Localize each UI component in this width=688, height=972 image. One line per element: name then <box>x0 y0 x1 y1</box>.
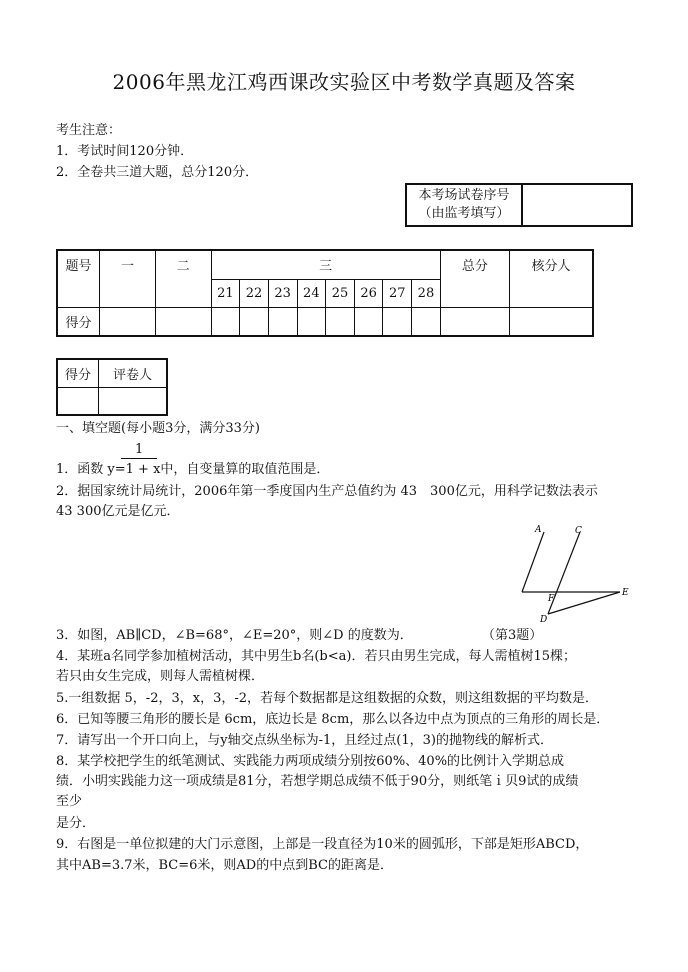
question-4-line2: 若只由女生完成，则每人需植树棵． <box>56 669 265 684</box>
score-table-col: 三 <box>211 250 440 279</box>
score-cell <box>440 307 509 336</box>
question-8-line2: 绩．小明实践能力这一项成绩是81分，若想学期总成绩不低于90分，则纸笔ｉ贝9试的成绩 <box>56 774 579 789</box>
section-heading: 一、填空题(每小题3分，满分33分) <box>56 421 260 436</box>
score-table-subcol: 26 <box>354 279 383 307</box>
score-table-col: 二 <box>155 250 211 307</box>
serial-label <box>406 184 522 226</box>
serial-box <box>405 183 633 227</box>
question-2-line1: 2．据国家统计局统计，2006年第一季度国内生产总值约为 43 300亿元，用科学记数法表示 <box>56 484 598 499</box>
score-table-row-label: 得分 <box>57 307 100 336</box>
score-table-subcol: 28 <box>412 279 441 307</box>
serial-value <box>522 184 632 226</box>
notice-item: 1．考试时间120分钟． <box>56 144 194 159</box>
question-8-line1: 8．某学校把学生的纸笔测试、实践能力两项成绩分别按60%、40%的比例计入学期总成 <box>56 754 565 769</box>
point-label-e: E <box>622 588 629 598</box>
q1-fraction-numerator: 1 <box>135 442 144 457</box>
question-7: 7．请写出一个开口向上，与y轴交点纵坐标为-1，且经过点(1，3)的抛物线的解析式． <box>56 733 553 748</box>
grader-table <box>56 358 168 416</box>
line-ab <box>522 532 544 592</box>
page-title: 2006年黑龙江鸡西课改实验区中考数学真题及答案 <box>112 70 576 94</box>
line-de <box>548 592 620 614</box>
figure-caption: （第3题） <box>482 628 543 643</box>
question-1 <box>56 461 329 479</box>
point-label-a: A <box>535 525 542 535</box>
score-cell <box>155 307 211 336</box>
question-6: 6．已知等腰三角形的腰长是 6cm，底边长是 8cm，那么以各边中点为顶点的三角形的周长是． <box>56 712 610 727</box>
grader-label: 评卷人 <box>99 359 168 387</box>
serial-label-line1: 本考场试卷序号 <box>418 188 510 203</box>
score-table-subcol: 27 <box>383 279 412 307</box>
score-cell <box>412 307 441 336</box>
question-9-line1: 9．右图是一单位拟建的大门示意图，上部是一段直径为10米的圆弧形，下部是矩形ABCD， <box>56 837 589 852</box>
q1-fraction-bar <box>121 458 157 459</box>
score-cell <box>268 307 297 336</box>
point-label-c: C <box>575 526 582 536</box>
notice-item: 2．全卷共三道大题，总分120分． <box>56 165 259 180</box>
question-5: 5.一组数据 5，-2，3，x，3，-2，若每个数据都是这组数据的众数，则这组数据的平均数是． <box>56 691 599 706</box>
score-table-subcol: 21 <box>211 279 240 307</box>
score-cell <box>240 307 269 336</box>
score-table-checker: 核分人 <box>510 250 593 307</box>
score-cell <box>326 307 355 336</box>
score-cell <box>297 307 326 336</box>
question-2-line2: 43 300亿元是亿元． <box>56 504 180 519</box>
question-8-line4: 是分． <box>56 816 96 831</box>
score-table-header-label: 题号 <box>57 250 100 307</box>
grader-name-cell <box>99 387 168 415</box>
point-label-f: F <box>548 594 555 604</box>
score-table-subcol: 22 <box>240 279 269 307</box>
q1-suffix: 中，自变量算的取值范围是． <box>160 462 330 477</box>
score-table-subcol: 25 <box>326 279 355 307</box>
score-cell <box>510 307 593 336</box>
point-label-d: D <box>540 615 548 624</box>
score-table-col: 一 <box>100 250 156 307</box>
serial-label-line2: （由监考填写） <box>418 206 510 221</box>
score-table <box>56 249 594 337</box>
score-table-subcol: 24 <box>297 279 326 307</box>
question-3-figure <box>510 522 634 624</box>
grader-score-cell <box>57 387 99 415</box>
grader-score-label: 得分 <box>57 359 99 387</box>
score-cell <box>211 307 240 336</box>
score-cell <box>100 307 156 336</box>
score-cell <box>354 307 383 336</box>
question-8-line3: 至少 <box>56 794 83 809</box>
notice-heading: 考生注意： <box>56 123 122 138</box>
score-table-total: 总分 <box>440 250 509 307</box>
score-cell <box>383 307 412 336</box>
question-9-line2: 其中AB=3.7米，BC=6米，则AD的中点到BC的距离是． <box>56 858 393 873</box>
question-4-line1: 4．某班a名同学参加植树活动，其中男生b名(b<a)．若只由男生完成，每人需植树15棵； <box>56 649 576 664</box>
question-3: 3．如图，AB∥CD，∠B=68°，∠E=20°，则∠D 的度数为． <box>56 628 413 643</box>
q1-denominator: 1 + x <box>125 462 161 477</box>
score-table-subcol: 23 <box>268 279 297 307</box>
q1-prefix: 1．函数 y= <box>56 462 126 477</box>
